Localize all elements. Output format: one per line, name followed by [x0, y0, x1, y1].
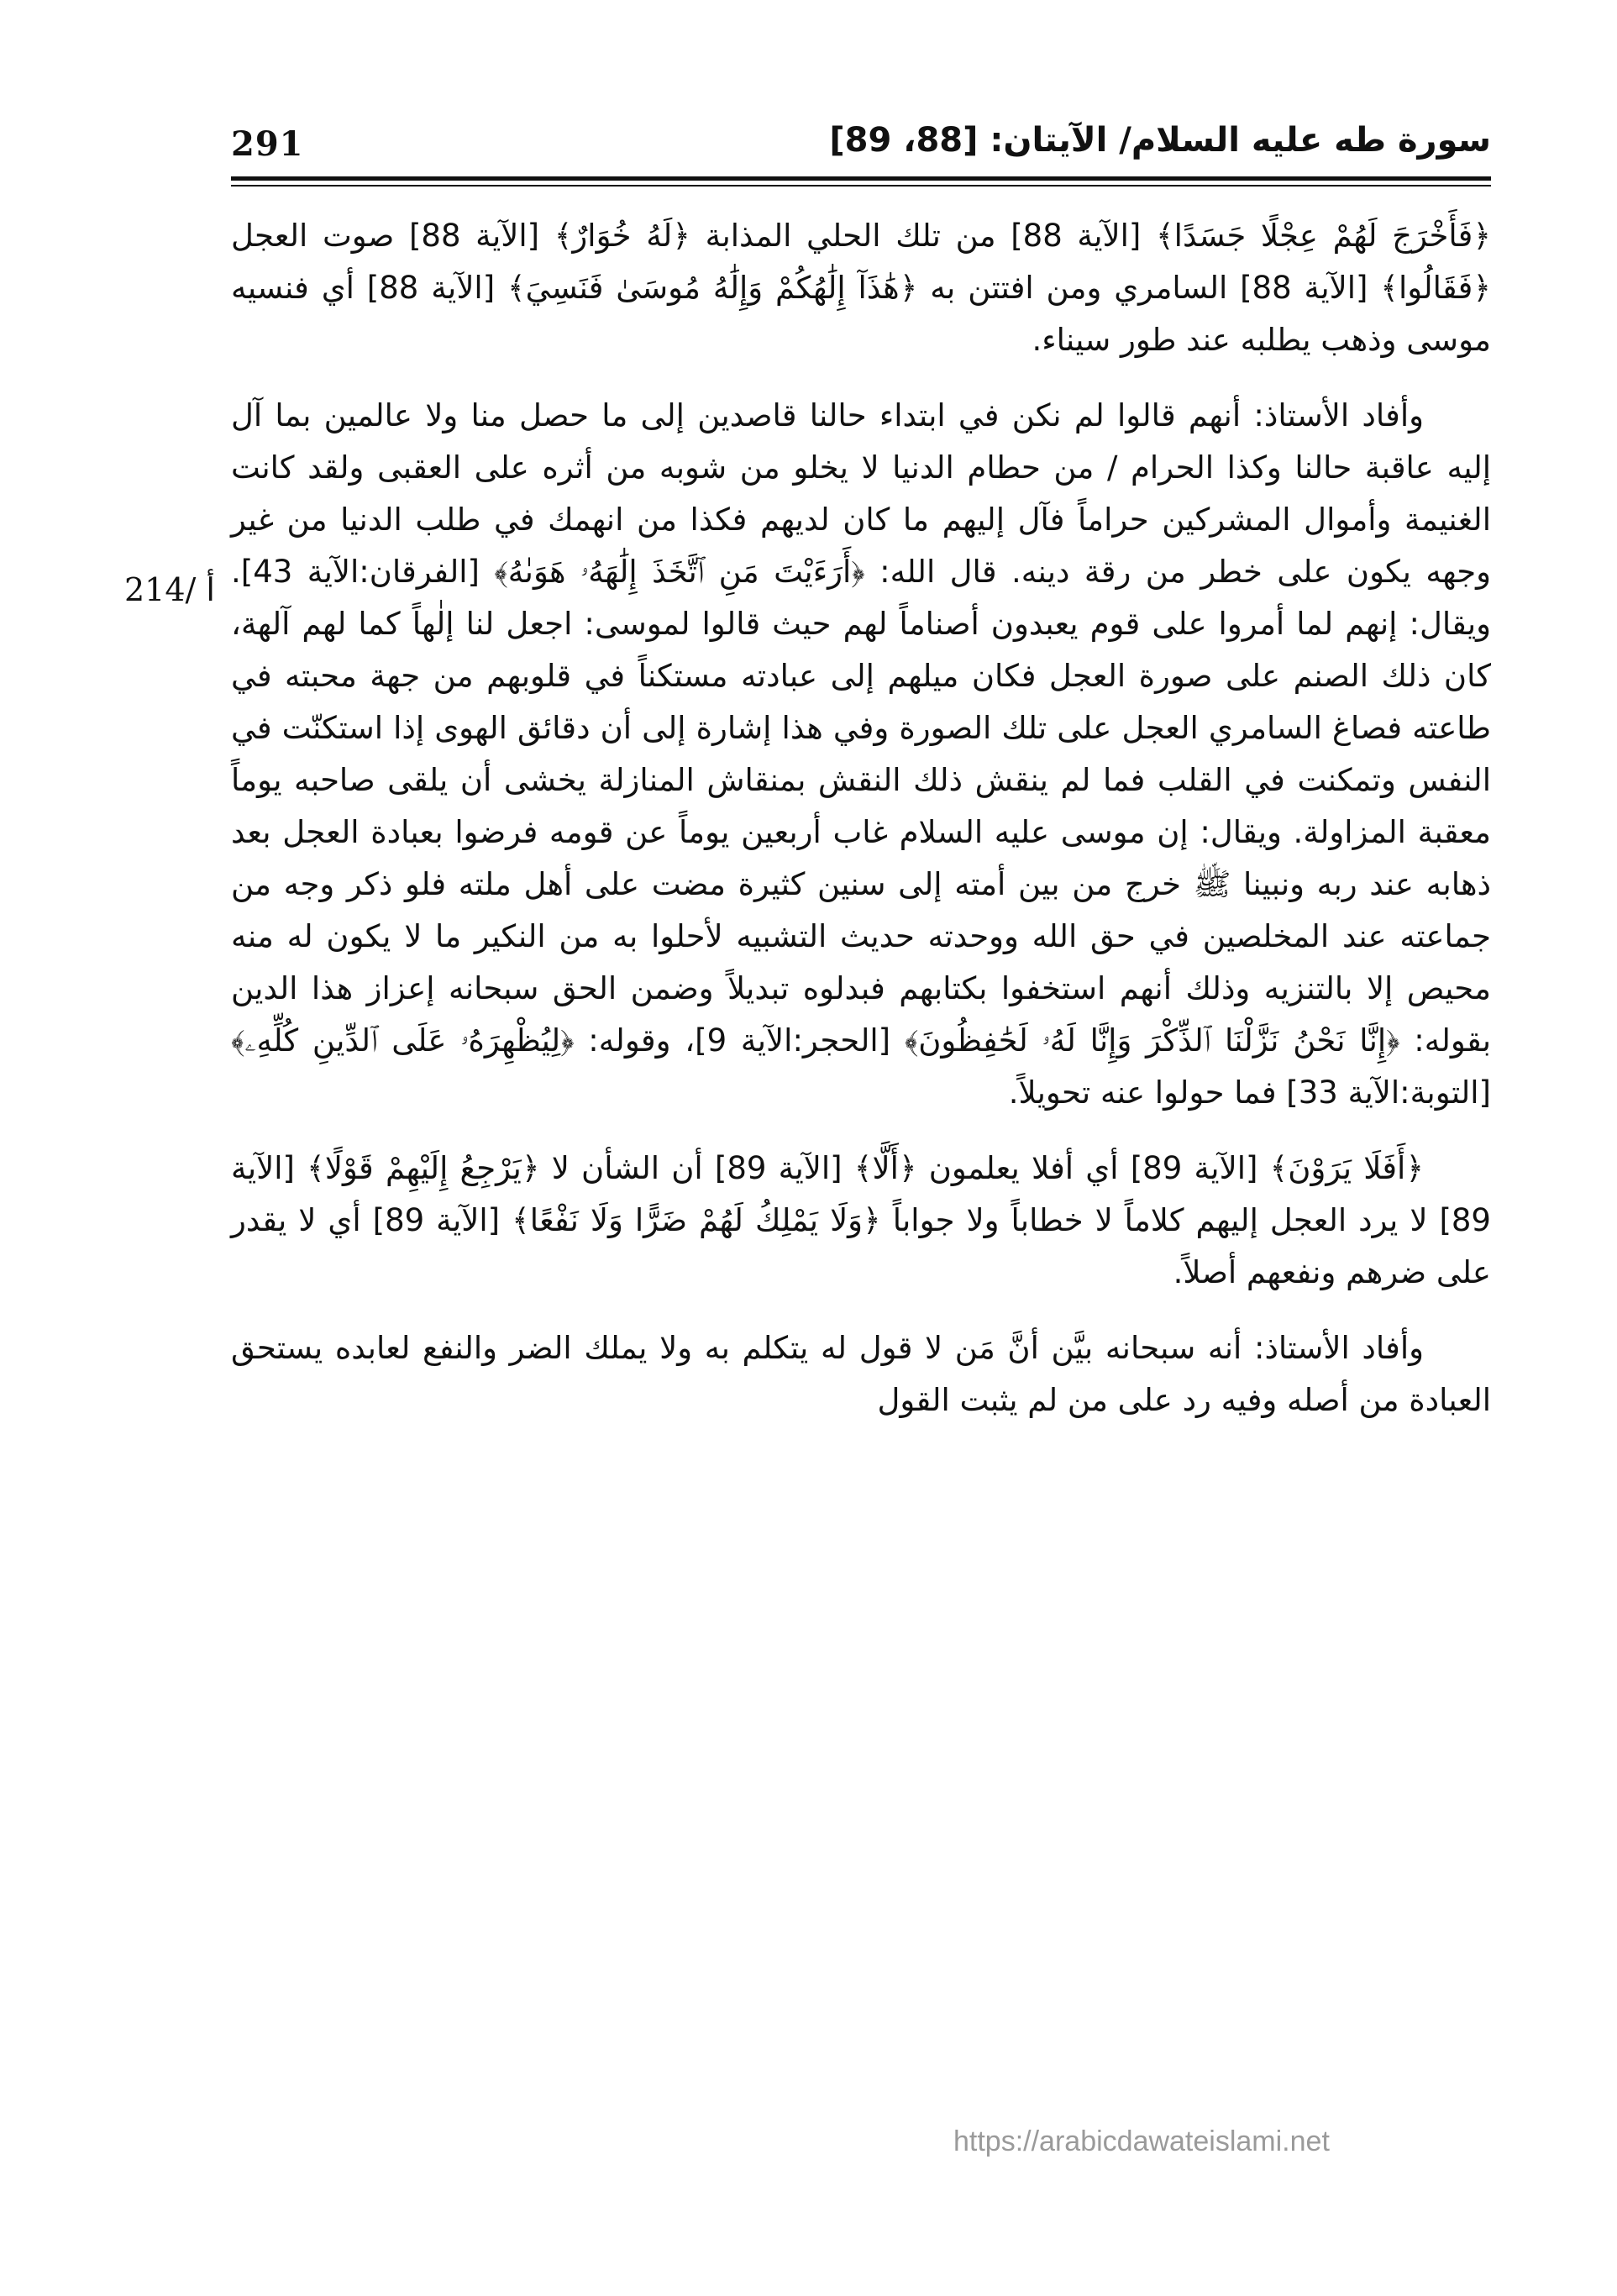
- header-rule-thin: [231, 185, 1491, 187]
- page-header: [231, 118, 1491, 176]
- paragraph-commentary-2: وأفاد الأستاذ: أنه سبحانه بيَّن أنَّ مَن لا قول له يتكلم به ولا يملك الضر والنفع لعابده يستحق العبادة من أصله وفيه رد على من لم يثبت القول: [231, 1330, 1491, 1418]
- margin-folio-note: 214/ أ: [124, 571, 215, 608]
- page-number: 291: [231, 124, 304, 164]
- paragraph-commentary-1: وأفاد الأستاذ: أنهم قالوا لم نكن في ابتداء حالنا قاصدين إلى ما حصل منا ولا عالمين بما آل إليه عاقبة حالنا وكذا الحرام / من حطام الدنيا لا يخلو من شوبه من أثره على العقبى ولقد كانت الغنيمة وأموال المشركين حراماً فآل إليهم ما كان لديهم فكذا من انهمك في طلب الدنيا من غير وجهه يكون على خطر من رقة دينه. قال الله: ﴿أَرَءَيْتَ مَنِ ٱتَّخَذَ إِلَٰهَهُۥ هَوَىٰهُ﴾ [الفرقان:الآية 43]. ويقال: إنهم لما أمروا على قوم يعبدون أصناماً لهم حيث قالوا لموسى: اجعل لنا إلٰهاً كما لهم آلهة، كان ذلك الصنم على صورة العجل فكان ميلهم إلى عبادته مستكناً في قلوبهم من جهة محبته في طاعته فصاغ السامري العجل على تلك الصورة وفي هذا إشارة إلى أن دقائق الهوى إذا استكنّت في النفس وتمكنت في القلب فما لم ينقش ذلك النقش بمنقاش المنازلة يخشى أن يلقى صاحبه يوماً معقبة المزاولة. ويقال: إن موسى عليه السلام غاب أربعين يوماً عن قومه فرضوا بعبادة العجل بعد ذهابه عند ربه ونبينا ﷺ خرج من بين أمته إلى سنين كثيرة مضت على أهل ملته فلو ذكر وجه من جماعته عند المخلصين في حق الله ووحدته حديث التشبيه لأحلوا به من النكير ما لا يكون له منه محيص إلا بالتنزيه وذلك أنهم استخفوا بكتابهم فبدلوه تبديلاً وضمن الحق سبحانه إعزاز هذا الدين بقوله: ﴿إِنَّا نَحْنُ نَزَّلْنَا ٱلذِّكْرَ وَإِنَّا لَهُۥ لَحَٰفِظُونَ﴾ [الحجر:الآية 9]، وقوله: ﴿لِيُظْهِرَهُۥ عَلَى ٱلدِّينِ كُلِّهِۦ﴾ [التوبة:الآية 33] فما حولوا عنه تحويلاً.: [231, 397, 1491, 1111]
- running-title: سورة طه عليه السلام/ الآيتان: [88، 89]: [829, 121, 1491, 160]
- body-text: [231, 210, 1491, 1426]
- watermark-url: https://arabicdawateislami.net: [953, 2125, 1330, 2157]
- paragraph-verse-89: ﴿أَفَلَا يَرَوْنَ﴾ [الآية 89] أي أفلا يعلمون ﴿أَلَّا﴾ [الآية 89] أن الشأن لا ﴿يَرْجِعُ إِلَيْهِمْ قَوْلًا﴾ [الآية 89] لا يرد العجل إليهم كلاماً لا خطاباً ولا جواباً ﴿وَلَا يَمْلِكُ لَهُمْ ضَرًّا وَلَا نَفْعًا﴾ [الآية 89] أي لا يقدر على ضرهم ونفعهم أصلاً.: [231, 1150, 1491, 1290]
- paragraph-verse-88: ﴿فَأَخْرَجَ لَهُمْ عِجْلًا جَسَدًا﴾ [الآية 88] من تلك الحلي المذابة ﴿لَهُ خُوَارٌ﴾ [الآية 88] صوت العجل ﴿فَقَالُوا﴾ [الآية 88] السامري ومن افتتن به ﴿هَٰذَآ إِلَٰهُكُمْ وَإِلَٰهُ مُوسَىٰ فَنَسِيَ﴾ [الآية 88] أي فنسيه موسى وذهب يطلبه عند طور سيناء.: [231, 218, 1491, 358]
- header-rule-thick: [231, 176, 1491, 181]
